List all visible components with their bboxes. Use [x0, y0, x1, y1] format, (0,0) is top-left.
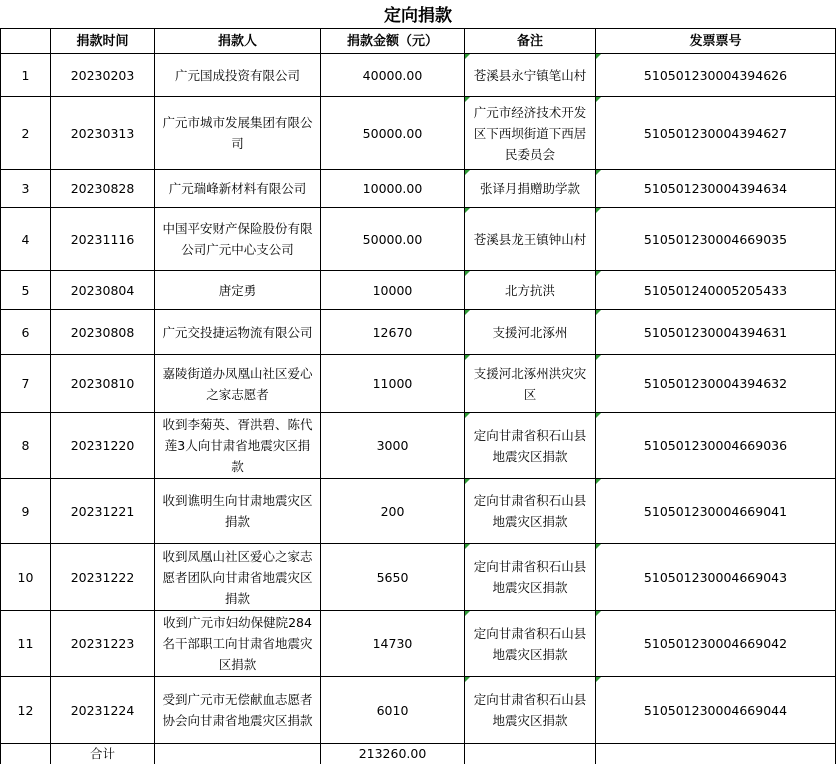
row-date: 20230313	[51, 97, 155, 170]
total-amount: 213260.00	[321, 744, 465, 765]
row-invoice: 510501230004669044	[596, 677, 836, 744]
row-note: 定向甘肃省积石山县地震灾区捐款	[465, 611, 596, 677]
row-invoice: 510501230004669036	[596, 413, 836, 479]
row-index: 5	[1, 271, 51, 310]
row-note: 支援河北涿州洪灾灾区	[465, 355, 596, 413]
row-amount: 6010	[321, 677, 465, 744]
table-row	[1, 310, 836, 355]
row-donor: 收到广元市妇幼保健院284名干部职工向甘肃省地震灾区捐款	[155, 611, 321, 677]
row-note: 苍溪县龙王镇钟山村	[465, 208, 596, 271]
row-amount: 14730	[321, 611, 465, 677]
row-invoice: 510501230004394634	[596, 170, 836, 208]
row-invoice: 510501230004669043	[596, 544, 836, 611]
table-row	[1, 355, 836, 413]
row-amount: 50000.00	[321, 97, 465, 170]
row-donor: 唐定勇	[155, 271, 321, 310]
row-amount: 50000.00	[321, 208, 465, 271]
header-donor: 捐款人	[155, 29, 321, 54]
row-donor: 收到凤凰山社区爱心之家志愿者团队向甘肃省地震灾区捐款	[155, 544, 321, 611]
row-note: 定向甘肃省积石山县地震灾区捐款	[465, 677, 596, 744]
total-row	[1, 744, 836, 765]
row-amount: 200	[321, 479, 465, 544]
total-donor	[155, 744, 321, 765]
row-note: 定向甘肃省积石山县地震灾区捐款	[465, 479, 596, 544]
row-date: 20230828	[51, 170, 155, 208]
row-donor: 广元国成投资有限公司	[155, 54, 321, 97]
row-invoice: 510501240005205433	[596, 271, 836, 310]
page-title: 定向捐款	[384, 6, 452, 26]
row-note: 广元市经济技术开发区下西坝街道下西居民委员会	[465, 97, 596, 170]
row-amount: 10000	[321, 271, 465, 310]
row-note: 定向甘肃省积石山县地震灾区捐款	[465, 544, 596, 611]
row-donor: 收到谯明生向甘肃地震灾区捐款	[155, 479, 321, 544]
row-amount: 10000.00	[321, 170, 465, 208]
table-row	[1, 170, 836, 208]
row-index: 2	[1, 97, 51, 170]
row-index: 11	[1, 611, 51, 677]
row-date: 20231116	[51, 208, 155, 271]
row-index: 6	[1, 310, 51, 355]
row-index: 10	[1, 544, 51, 611]
row-invoice: 510501230004394631	[596, 310, 836, 355]
row-index: 3	[1, 170, 51, 208]
row-amount: 12670	[321, 310, 465, 355]
row-index: 4	[1, 208, 51, 271]
row-note: 定向甘肃省积石山县地震灾区捐款	[465, 413, 596, 479]
table-row	[1, 677, 836, 744]
table-row	[1, 97, 836, 170]
row-invoice: 510501230004394632	[596, 355, 836, 413]
row-donor: 中国平安财产保险股份有限公司广元中心支公司	[155, 208, 321, 271]
row-invoice: 510501230004669035	[596, 208, 836, 271]
row-index: 1	[1, 54, 51, 97]
donation-table	[0, 28, 836, 764]
table-row	[1, 271, 836, 310]
row-donor: 广元交投捷运物流有限公司	[155, 310, 321, 355]
table-header-row	[1, 29, 836, 54]
row-date: 20230203	[51, 54, 155, 97]
row-invoice: 510501230004394627	[596, 97, 836, 170]
header-invoice: 发票票号	[596, 29, 836, 54]
table-row	[1, 208, 836, 271]
table-row	[1, 54, 836, 97]
total-note	[465, 744, 596, 765]
row-note: 张译月捐赠助学款	[465, 170, 596, 208]
header-amount: 捐款金额（元）	[321, 29, 465, 54]
row-date: 20231220	[51, 413, 155, 479]
row-amount: 40000.00	[321, 54, 465, 97]
header-note: 备注	[465, 29, 596, 54]
row-date: 20230804	[51, 271, 155, 310]
row-donor: 广元瑞峰新材料有限公司	[155, 170, 321, 208]
table-row	[1, 611, 836, 677]
row-date: 20231222	[51, 544, 155, 611]
row-donor: 广元市城市发展集团有限公司	[155, 97, 321, 170]
table-row	[1, 544, 836, 611]
total-label: 合计	[51, 744, 155, 765]
header-index	[1, 29, 51, 54]
row-amount: 11000	[321, 355, 465, 413]
total-index	[1, 744, 51, 765]
row-note: 支援河北涿州	[465, 310, 596, 355]
row-invoice: 510501230004394626	[596, 54, 836, 97]
row-note: 苍溪县永宁镇笔山村	[465, 54, 596, 97]
table-row	[1, 413, 836, 479]
row-donor: 收到李菊英、胥洪碧、陈代莲3人向甘肃省地震灾区捐款	[155, 413, 321, 479]
row-index: 7	[1, 355, 51, 413]
row-index: 8	[1, 413, 51, 479]
row-date: 20231223	[51, 611, 155, 677]
header-date: 捐款时间	[51, 29, 155, 54]
row-invoice: 510501230004669042	[596, 611, 836, 677]
row-date: 20231221	[51, 479, 155, 544]
row-amount: 5650	[321, 544, 465, 611]
row-index: 9	[1, 479, 51, 544]
row-note: 北方抗洪	[465, 271, 596, 310]
row-date: 20231224	[51, 677, 155, 744]
row-donor: 受到广元市无偿献血志愿者协会向甘肃省地震灾区捐款	[155, 677, 321, 744]
row-amount: 3000	[321, 413, 465, 479]
table-row	[1, 479, 836, 544]
total-invoice	[596, 744, 836, 765]
row-invoice: 510501230004669041	[596, 479, 836, 544]
row-date: 20230810	[51, 355, 155, 413]
row-index: 12	[1, 677, 51, 744]
row-donor: 嘉陵街道办凤凰山社区爱心之家志愿者	[155, 355, 321, 413]
row-date: 20230808	[51, 310, 155, 355]
